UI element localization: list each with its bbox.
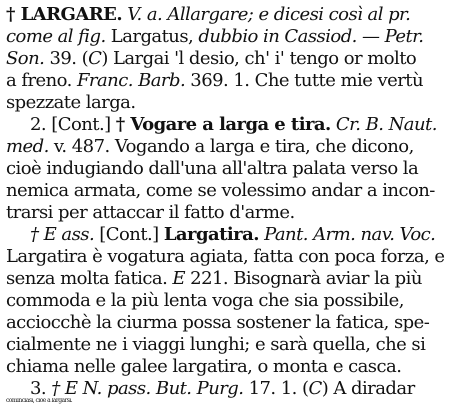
entry-line-16: cialmente ne i viaggi lunghi; e sarà quella, che si [6,334,426,355]
entry-line-11: † E ass. [Cont.] Largatira. Pant. Arm. nav. Voc. [30,224,436,245]
entry-line-4: a freno. Franc. Barb. 369. 1. Che tutte mie vertù [6,70,424,91]
entry-line-5: spezzate larga. [6,92,136,113]
entry-line-6: 2. [Cont.] † Vogare a larga e tira. Cr. B. Naut. [30,114,437,135]
entry-line-15: acciocchè la ciurma possa sostener la fatica, spe- [6,312,430,333]
entry-line-7: med. v. 487. Vogando a larga e tira, che dicono, [6,136,414,157]
entry-line-14: commoda e la più lenta voga che sia possibile, [6,290,404,311]
entry-line-1: † LARGARE. V. a. Allargare; e dicesi così al pr. [6,4,411,25]
entry-line-10: trarsi per attaccar il fatto d'arme. [6,202,295,223]
entry-line-17: chiama nelle galee largatira, o monta e casca. [6,356,402,377]
entry-line-8: cioè indugiando dall'una all'altra palata verso la [6,158,419,179]
entry-line-2: come al fig. Largatus, dubbio in Cassiod. — Petr. [6,26,424,47]
entry-line-18: 3. † E N. pass. But. Purg. 17. 1. (C) A diradar [30,378,415,399]
entry-line-19: cominciasi, cioè a largarsi. [6,398,73,404]
entry-line-12: Largatira è vogatura agiata, fatta con poca forza, e [6,246,445,267]
entry-line-13: senza molta fatica. E 221. Bisognarà aviar la più [6,268,422,289]
entry-line-9: nemica armata, come se volessimo andar a incon- [6,180,435,201]
headword: † LARGARE. [6,4,123,25]
entry-line-3: Son. 39. (C) Largai 'l desio, ch' i' tengo or molto [6,48,417,69]
subheadword: † Vogare a larga e tira. [115,114,331,135]
subheadword: Largatira. [163,224,259,245]
